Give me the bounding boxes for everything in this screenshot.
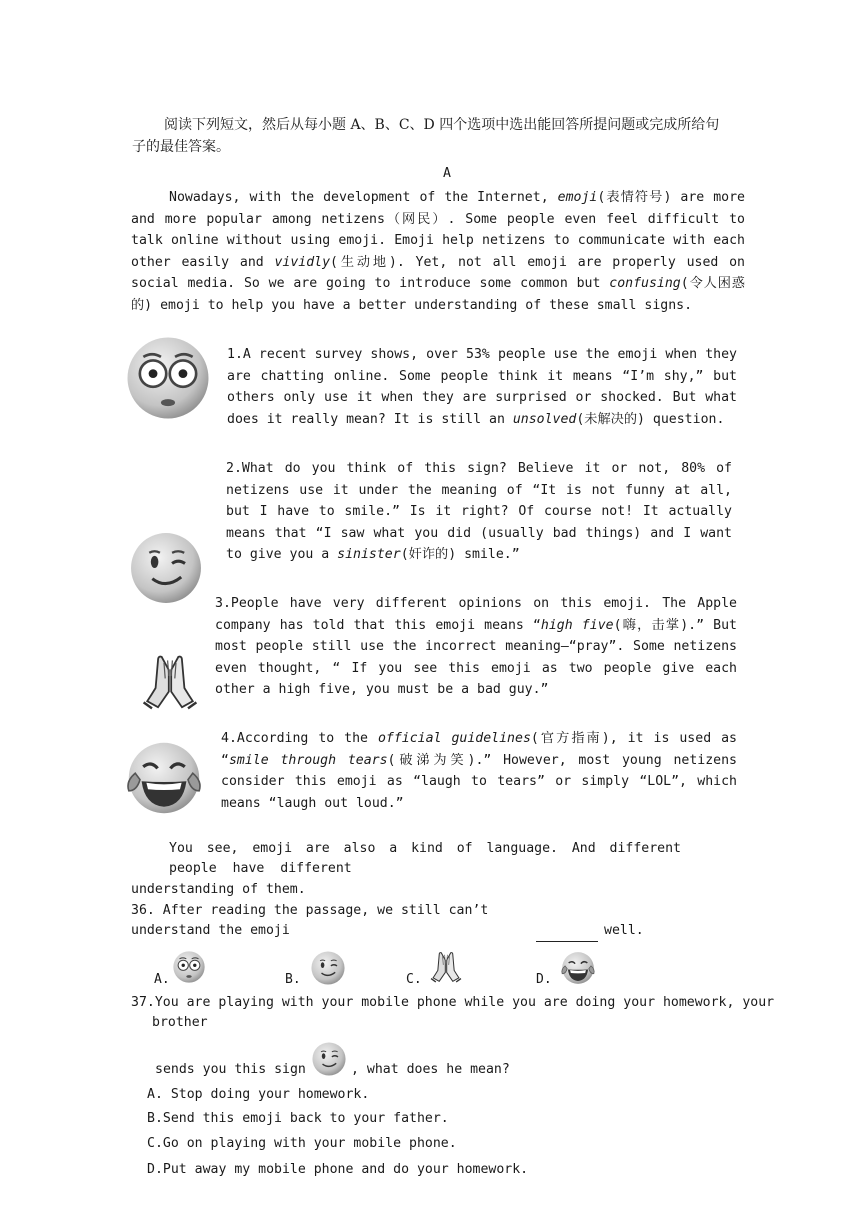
closing-line-2: people have different [169,861,352,876]
item4-text [221,728,737,814]
folded-hands-icon [136,652,204,712]
item2-text-2: (奸诈的) smile.” [400,547,520,562]
intro-text-2: (表情符号) are more and more popular among netizens（网民）. Some people even feel difficult to talk online without using emoji. Emoji help netizens to communicate with each other easily and [131,190,745,270]
winking-face-icon [128,530,204,606]
item3-text-2: (嗨，击掌).” But most people still use the incorrect meaning—“pray”. Some netizens even thought, “ If you see this emoji as two people give each other a high five, you must be a bad guy.” [215,617,737,697]
winking-face-icon [309,1041,349,1077]
q36-option-d-label[interactable]: D. [536,972,552,987]
q36-option-a-label[interactable]: A. [154,972,170,987]
intro-text-4: (令人困惑的) emoji to help you have a better understanding of these small signs. [131,276,745,313]
item3-text-1: 3.People have very different opinions on this emoji. The Apple company has told that this emoji means “ [215,596,737,633]
q36-option-c-label[interactable]: C. [406,972,422,987]
item4-italic-1: official guidelines [377,731,531,746]
item2-text [226,458,732,566]
intro-vividly-word: vividly [274,254,331,270]
tears-of-joy-icon[interactable] [560,950,596,986]
shocked-face-icon [124,334,212,422]
q37-choice-c[interactable]: C.Go on playing with your mobile phone. [147,1136,457,1151]
item1-italic: unsolved [512,411,577,427]
q37-choice-b[interactable]: B.Send this emoji back to your father. [147,1111,449,1126]
instruction: 阅读下列短文，然后从每小题 A、B、C、D 四个选项中选出能回答所提问题或完成所给句子的最佳答案。 [132,117,720,155]
item4-italic-2: smile through tears [228,752,388,768]
q36-line-2: understand the emoji [131,923,290,938]
item4-text-2: (官方指南), it is used as “ [221,731,737,768]
item3-italic: high five [540,617,614,633]
intro-text-3: (生动地). Yet, not all emoji are properly used on social media. So we are going to introduce some common but [131,254,745,291]
q36-answer-blank[interactable] [536,941,598,942]
tears-of-joy-icon [124,738,204,818]
item3-text [215,593,737,701]
item1-text-2: (未解决的) question. [576,411,725,427]
closing-line-1: You see, emoji are also a kind of language. And different [169,841,681,856]
q37-line-1: 37.You are playing with your mobile phone while you are doing your homework, your [131,995,775,1010]
q36-line-1: 36. After reading the passage, we still can’t [131,903,489,918]
q36-after-blank: well. [604,923,644,938]
item2-text-1: 2.What do you think of this sign? Believe it or not, 80% of netizens use it under the meaning of “It is not funny at all, but I have to smile.” Is it right? Of course not! It actually means that “I saw what you did (usually bad things) and I want to give you a [226,461,732,562]
q37-line-3a: sends you this sign [155,1062,306,1077]
intro-text-1: Nowadays, with the development of the Internet, [169,190,558,205]
winking-face-icon[interactable] [310,950,346,986]
q37-line-2: brother [152,1015,208,1030]
intro-confusing-word: confusing [609,276,681,291]
q37-choice-d[interactable]: D.Put away my mobile phone and do your homework. [147,1162,529,1177]
intro-emoji-word: emoji [557,190,598,205]
shocked-face-icon[interactable] [172,950,206,984]
item2-italic: sinister [337,547,401,562]
q36-option-b-label[interactable]: B. [285,972,301,987]
item4-text-1: 4.According to the [221,731,378,746]
closing-line-3: understanding of them. [131,882,306,897]
q37-line-3b: , what does he mean? [351,1062,510,1077]
item4-text-3: (破涕为笑).” However, most young netizens consider this emoji as “laugh to tears” or simply “LOL”, which means “laugh out loud.” [221,752,737,811]
item1-text [227,344,737,430]
section-label: A [443,166,451,181]
folded-hands-icon[interactable] [427,950,465,984]
intro-paragraph [131,187,745,316]
q37-choice-a[interactable]: A. Stop doing your homework. [147,1087,370,1102]
item1-text-1: 1.A recent survey shows, over 53% people use the emoji when they are chatting online. Some people think it means “I’m shy,” but others only use it when they are surprised or shocked. But what does it really mean? It is still an [227,347,737,427]
